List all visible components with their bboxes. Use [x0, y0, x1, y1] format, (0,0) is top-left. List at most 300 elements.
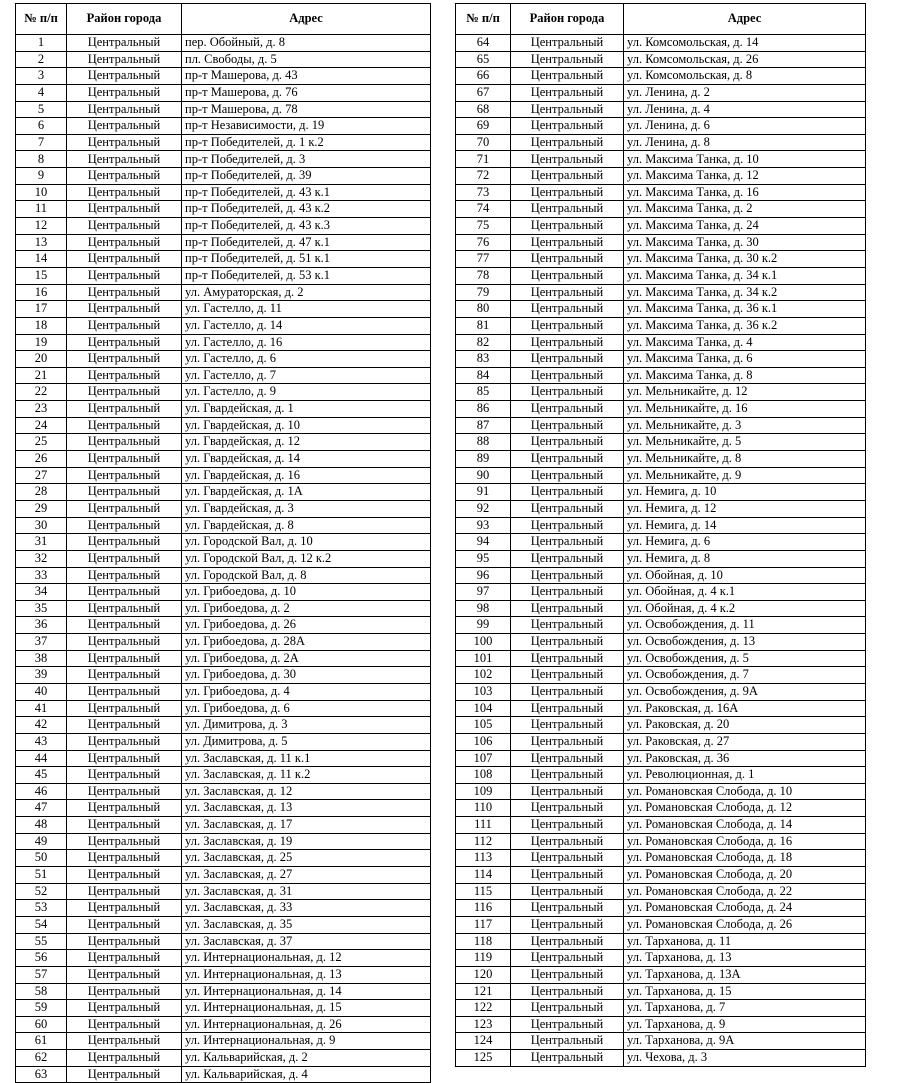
address-cell: ул. Мельникайте, д. 5: [624, 434, 866, 451]
header-district: Район города: [511, 4, 624, 35]
row-number: 120: [456, 966, 511, 983]
table-row: [456, 451, 866, 468]
table-row: [16, 35, 431, 52]
district-cell: Центральный: [67, 267, 182, 284]
address-cell: ул. Грибоедова, д. 2: [182, 600, 431, 617]
district-cell: Центральный: [67, 467, 182, 484]
district-cell: Центральный: [67, 600, 182, 617]
address-cell: ул. Немига, д. 6: [624, 534, 866, 551]
table-row: [456, 783, 866, 800]
district-cell: Центральный: [67, 134, 182, 151]
district-cell: Центральный: [511, 1050, 624, 1067]
row-number: 61: [16, 1033, 67, 1050]
district-cell: Центральный: [511, 617, 624, 634]
district-cell: Центральный: [511, 351, 624, 368]
address-cell: ул. Интернациональная, д. 12: [182, 950, 431, 967]
address-cell: ул. Гвардейская, д. 16: [182, 467, 431, 484]
table-row: [456, 484, 866, 501]
row-number: 98: [456, 600, 511, 617]
row-number: 90: [456, 467, 511, 484]
row-number: 45: [16, 767, 67, 784]
table-row: [456, 1033, 866, 1050]
table-row: [16, 833, 431, 850]
table-row: [456, 134, 866, 151]
address-cell: ул. Комсомольская, д. 26: [624, 51, 866, 68]
row-number: 42: [16, 717, 67, 734]
row-number: 17: [16, 301, 67, 318]
table-row: [456, 101, 866, 118]
row-number: 27: [16, 467, 67, 484]
row-number: 99: [456, 617, 511, 634]
table-row: [16, 683, 431, 700]
address-cell: ул. Городской Вал, д. 12 к.2: [182, 550, 431, 567]
row-number: 66: [456, 68, 511, 85]
row-number: 116: [456, 900, 511, 917]
district-cell: Центральный: [67, 367, 182, 384]
table-row: [16, 251, 431, 268]
district-cell: Центральный: [67, 783, 182, 800]
table-row: [16, 118, 431, 135]
table-row: [16, 550, 431, 567]
row-number: 79: [456, 284, 511, 301]
district-cell: Центральный: [67, 301, 182, 318]
address-cell: ул. Заславская, д. 27: [182, 867, 431, 884]
district-cell: Центральный: [67, 617, 182, 634]
district-cell: Центральный: [511, 184, 624, 201]
address-cell: ул. Заславская, д. 35: [182, 916, 431, 933]
district-cell: Центральный: [511, 234, 624, 251]
address-cell: ул. Обойная, д. 4 к.2: [624, 600, 866, 617]
address-cell: ул. Заславская, д. 13: [182, 800, 431, 817]
row-number: 77: [456, 251, 511, 268]
table-row: [456, 800, 866, 817]
district-cell: Центральный: [511, 717, 624, 734]
address-cell: ул. Гвардейская, д. 14: [182, 451, 431, 468]
table-header-row: [16, 4, 431, 35]
table-row: [456, 700, 866, 717]
row-number: 47: [16, 800, 67, 817]
table-row: [16, 1016, 431, 1033]
table-header-row: [456, 4, 866, 35]
district-cell: Центральный: [511, 467, 624, 484]
address-cell: ул. Ленина, д. 2: [624, 84, 866, 101]
row-number: 82: [456, 334, 511, 351]
row-number: 80: [456, 301, 511, 318]
table-row: [16, 783, 431, 800]
table-row: [16, 634, 431, 651]
address-cell: ул. Освобождения, д. 13: [624, 634, 866, 651]
table-row: [456, 434, 866, 451]
address-cell: ул. Максима Танка, д. 36 к.2: [624, 317, 866, 334]
district-cell: Центральный: [511, 833, 624, 850]
row-number: 24: [16, 417, 67, 434]
district-cell: Центральный: [511, 983, 624, 1000]
table-row: [16, 434, 431, 451]
header-address: Адрес: [182, 4, 431, 35]
table-row: [456, 500, 866, 517]
district-cell: Центральный: [67, 35, 182, 52]
district-cell: Центральный: [511, 201, 624, 218]
row-number: 33: [16, 567, 67, 584]
district-cell: Центральный: [67, 401, 182, 418]
table-row: [456, 933, 866, 950]
table-row: [16, 650, 431, 667]
row-number: 49: [16, 833, 67, 850]
address-cell: ул. Тарханова, д. 15: [624, 983, 866, 1000]
row-number: 37: [16, 634, 67, 651]
table-row: [16, 417, 431, 434]
table-row: [16, 1066, 431, 1083]
address-cell: ул. Гастелло, д. 11: [182, 301, 431, 318]
row-number: 40: [16, 683, 67, 700]
address-cell: ул. Тарханова, д. 13: [624, 950, 866, 967]
table-row: [456, 1000, 866, 1017]
row-number: 74: [456, 201, 511, 218]
address-cell: пр-т Победителей, д. 53 к.1: [182, 267, 431, 284]
row-number: 6: [16, 118, 67, 135]
row-number: 95: [456, 550, 511, 567]
row-number: 4: [16, 84, 67, 101]
address-cell: пр-т Победителей, д. 1 к.2: [182, 134, 431, 151]
table-row: [16, 750, 431, 767]
district-cell: Центральный: [67, 966, 182, 983]
row-number: 15: [16, 267, 67, 284]
row-number: 26: [16, 451, 67, 468]
district-cell: Центральный: [511, 101, 624, 118]
address-cell: ул. Романовская Слобода, д. 12: [624, 800, 866, 817]
district-cell: Центральный: [67, 950, 182, 967]
district-cell: Центральный: [67, 1016, 182, 1033]
address-cell: пр-т Победителей, д. 39: [182, 168, 431, 185]
table-row: [456, 817, 866, 834]
row-number: 34: [16, 584, 67, 601]
district-cell: Центральный: [67, 151, 182, 168]
district-cell: Центральный: [67, 833, 182, 850]
row-number: 65: [456, 51, 511, 68]
table-row: [456, 517, 866, 534]
table-row: [456, 267, 866, 284]
row-number: 59: [16, 1000, 67, 1017]
district-cell: Центральный: [67, 218, 182, 235]
address-cell: ул. Романовская Слобода, д. 24: [624, 900, 866, 917]
district-cell: Центральный: [511, 1016, 624, 1033]
address-cell: ул. Заславская, д. 31: [182, 883, 431, 900]
table-row: [16, 850, 431, 867]
address-cell: ул. Обойная, д. 10: [624, 567, 866, 584]
row-number: 71: [456, 151, 511, 168]
table-row: [16, 517, 431, 534]
table-row: [16, 218, 431, 235]
district-cell: Центральный: [511, 800, 624, 817]
address-cell: ул. Максима Танка, д. 12: [624, 168, 866, 185]
table-row: [16, 867, 431, 884]
row-number: 5: [16, 101, 67, 118]
address-cell: ул. Интернациональная, д. 9: [182, 1033, 431, 1050]
district-cell: Центральный: [67, 800, 182, 817]
row-number: 43: [16, 733, 67, 750]
row-number: 108: [456, 767, 511, 784]
table-row: [16, 351, 431, 368]
address-cell: ул. Комсомольская, д. 8: [624, 68, 866, 85]
row-number: 3: [16, 68, 67, 85]
table-row: [456, 234, 866, 251]
address-cell: пр-т Победителей, д. 43 к.2: [182, 201, 431, 218]
district-cell: Центральный: [67, 201, 182, 218]
table-row: [456, 584, 866, 601]
row-number: 100: [456, 634, 511, 651]
row-number: 105: [456, 717, 511, 734]
table-row: [16, 584, 431, 601]
row-number: 48: [16, 817, 67, 834]
row-number: 62: [16, 1050, 67, 1067]
district-cell: Центральный: [511, 1000, 624, 1017]
address-cell: ул. Городской Вал, д. 10: [182, 534, 431, 551]
district-cell: Центральный: [511, 950, 624, 967]
header-number: № п/п: [16, 4, 67, 35]
address-cell: ул. Раковская, д. 20: [624, 717, 866, 734]
row-number: 70: [456, 134, 511, 151]
row-number: 8: [16, 151, 67, 168]
table-row: [456, 84, 866, 101]
address-cell: ул. Грибоедова, д. 30: [182, 667, 431, 684]
row-number: 10: [16, 184, 67, 201]
row-number: 102: [456, 667, 511, 684]
address-cell: ул. Димитрова, д. 3: [182, 717, 431, 734]
address-cell: ул. Максима Танка, д. 10: [624, 151, 866, 168]
table-row: [16, 151, 431, 168]
address-cell: ул. Максима Танка, д. 36 к.1: [624, 301, 866, 318]
row-number: 101: [456, 650, 511, 667]
table-row: [456, 733, 866, 750]
district-cell: Центральный: [511, 218, 624, 235]
row-number: 2: [16, 51, 67, 68]
district-cell: Центральный: [511, 517, 624, 534]
row-number: 94: [456, 534, 511, 551]
district-cell: Центральный: [67, 51, 182, 68]
district-cell: Центральный: [511, 534, 624, 551]
address-cell: ул. Грибоедова, д. 28А: [182, 634, 431, 651]
table-row: [16, 1000, 431, 1017]
row-number: 87: [456, 417, 511, 434]
row-number: 125: [456, 1050, 511, 1067]
table-row: [456, 767, 866, 784]
header-district: Район города: [67, 4, 182, 35]
row-number: 31: [16, 534, 67, 551]
district-cell: Центральный: [67, 634, 182, 651]
row-number: 18: [16, 317, 67, 334]
row-number: 32: [16, 550, 67, 567]
table-row: [16, 317, 431, 334]
table-row: [16, 84, 431, 101]
district-cell: Центральный: [511, 267, 624, 284]
row-number: 76: [456, 234, 511, 251]
row-number: 107: [456, 750, 511, 767]
address-cell: ул. Мельникайте, д. 16: [624, 401, 866, 418]
row-number: 68: [456, 101, 511, 118]
address-cell: ул. Гвардейская, д. 3: [182, 500, 431, 517]
table-row: [456, 833, 866, 850]
row-number: 54: [16, 916, 67, 933]
district-cell: Центральный: [67, 983, 182, 1000]
address-cell: ул. Грибоедова, д. 4: [182, 683, 431, 700]
district-cell: Центральный: [67, 417, 182, 434]
district-cell: Центральный: [511, 550, 624, 567]
district-cell: Центральный: [67, 933, 182, 950]
table-row: [456, 118, 866, 135]
table-row: [456, 168, 866, 185]
table-row: [16, 1050, 431, 1067]
address-cell: ул. Грибоедова, д. 2А: [182, 650, 431, 667]
row-number: 109: [456, 783, 511, 800]
row-number: 69: [456, 118, 511, 135]
row-number: 56: [16, 950, 67, 967]
table-row: [16, 883, 431, 900]
district-cell: Центральный: [511, 817, 624, 834]
address-cell: ул. Романовская Слобода, д. 22: [624, 883, 866, 900]
address-cell: ул. Максима Танка, д. 34 к.2: [624, 284, 866, 301]
table-row: [456, 600, 866, 617]
district-cell: Центральный: [511, 683, 624, 700]
row-number: 52: [16, 883, 67, 900]
row-number: 46: [16, 783, 67, 800]
table-row: [16, 733, 431, 750]
address-cell: ул. Гвардейская, д. 1А: [182, 484, 431, 501]
address-cell: ул. Раковская, д. 27: [624, 733, 866, 750]
address-cell: пр-т Победителей, д. 3: [182, 151, 431, 168]
row-number: 55: [16, 933, 67, 950]
district-cell: Центральный: [67, 1066, 182, 1083]
table-row: [16, 184, 431, 201]
row-number: 12: [16, 218, 67, 235]
row-number: 110: [456, 800, 511, 817]
row-number: 9: [16, 168, 67, 185]
address-cell: ул. Тарханова, д. 11: [624, 933, 866, 950]
address-cell: ул. Грибоедова, д. 26: [182, 617, 431, 634]
table-row: [16, 51, 431, 68]
district-cell: Центральный: [67, 517, 182, 534]
table-row: [456, 717, 866, 734]
table-row: [456, 334, 866, 351]
district-cell: Центральный: [67, 284, 182, 301]
row-number: 58: [16, 983, 67, 1000]
row-number: 121: [456, 983, 511, 1000]
address-cell: ул. Мельникайте, д. 9: [624, 467, 866, 484]
district-cell: Центральный: [511, 867, 624, 884]
row-number: 106: [456, 733, 511, 750]
row-number: 84: [456, 367, 511, 384]
table-row: [456, 201, 866, 218]
row-number: 14: [16, 251, 67, 268]
row-number: 25: [16, 434, 67, 451]
address-cell: пр-т Машерова, д. 76: [182, 84, 431, 101]
row-number: 92: [456, 500, 511, 517]
table-row: [16, 500, 431, 517]
district-cell: Центральный: [511, 500, 624, 517]
district-cell: Центральный: [67, 650, 182, 667]
district-cell: Центральный: [511, 334, 624, 351]
table-row: [456, 916, 866, 933]
row-number: 114: [456, 867, 511, 884]
table-row: [16, 484, 431, 501]
district-cell: Центральный: [67, 683, 182, 700]
address-cell: ул. Раковская, д. 16А: [624, 700, 866, 717]
address-cell: ул. Гастелло, д. 9: [182, 384, 431, 401]
row-number: 122: [456, 1000, 511, 1017]
address-cell: ул. Ленина, д. 8: [624, 134, 866, 151]
address-cell: ул. Заславская, д. 25: [182, 850, 431, 867]
address-cell: ул. Мельникайте, д. 3: [624, 417, 866, 434]
district-cell: Центральный: [511, 933, 624, 950]
district-cell: Центральный: [511, 151, 624, 168]
table-row: [456, 284, 866, 301]
district-cell: Центральный: [67, 68, 182, 85]
row-number: 44: [16, 750, 67, 767]
district-cell: Центральный: [511, 567, 624, 584]
row-number: 64: [456, 35, 511, 52]
row-number: 91: [456, 484, 511, 501]
district-cell: Центральный: [67, 84, 182, 101]
address-cell: ул. Заславская, д. 19: [182, 833, 431, 850]
row-number: 124: [456, 1033, 511, 1050]
table-row: [16, 534, 431, 551]
row-number: 73: [456, 184, 511, 201]
district-cell: Центральный: [511, 1033, 624, 1050]
district-cell: Центральный: [67, 550, 182, 567]
table-row: [16, 201, 431, 218]
district-cell: Центральный: [511, 966, 624, 983]
table-row: [456, 550, 866, 567]
row-number: 104: [456, 700, 511, 717]
table-row: [16, 667, 431, 684]
address-cell: ул. Грибоедова, д. 6: [182, 700, 431, 717]
address-cell: ул. Романовская Слобода, д. 20: [624, 867, 866, 884]
table-row: [16, 600, 431, 617]
address-cell: ул. Кальварийская, д. 2: [182, 1050, 431, 1067]
row-number: 96: [456, 567, 511, 584]
address-cell: пр-т Победителей, д. 47 к.1: [182, 234, 431, 251]
district-cell: Центральный: [511, 584, 624, 601]
table-row: [16, 1033, 431, 1050]
address-cell: ул. Максима Танка, д. 8: [624, 367, 866, 384]
table-row: [16, 134, 431, 151]
address-cell: ул. Заславская, д. 37: [182, 933, 431, 950]
table-row: [456, 850, 866, 867]
row-number: 53: [16, 900, 67, 917]
table-row: [456, 883, 866, 900]
table-row: [456, 634, 866, 651]
table-row: [456, 1016, 866, 1033]
table-row: [456, 567, 866, 584]
district-cell: Центральный: [511, 634, 624, 651]
table-row: [456, 667, 866, 684]
table-row: [16, 384, 431, 401]
address-cell: ул. Максима Танка, д. 24: [624, 218, 866, 235]
address-cell: ул. Романовская Слобода, д. 16: [624, 833, 866, 850]
district-cell: Центральный: [67, 118, 182, 135]
district-cell: Центральный: [67, 434, 182, 451]
table-row: [456, 900, 866, 917]
row-number: 111: [456, 817, 511, 834]
row-number: 113: [456, 850, 511, 867]
table-row: [456, 51, 866, 68]
table-row: [456, 867, 866, 884]
address-cell: ул. Интернациональная, д. 26: [182, 1016, 431, 1033]
address-cell: ул. Ленина, д. 6: [624, 118, 866, 135]
row-number: 29: [16, 500, 67, 517]
district-cell: Центральный: [67, 567, 182, 584]
row-number: 89: [456, 451, 511, 468]
district-cell: Центральный: [67, 817, 182, 834]
